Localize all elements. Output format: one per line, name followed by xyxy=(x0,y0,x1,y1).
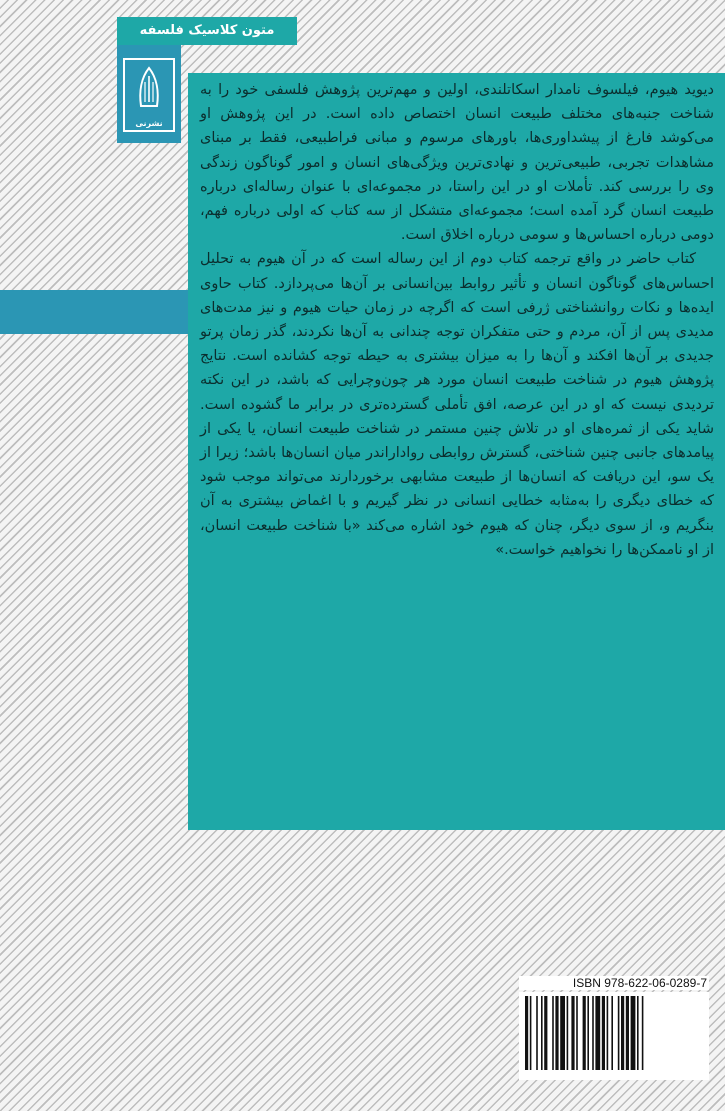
barcode-bar xyxy=(552,996,554,1070)
back-cover-blurb xyxy=(200,78,714,562)
barcode-bar xyxy=(607,996,609,1070)
publisher-logo xyxy=(123,58,175,132)
series-title: متون کلاسیک فلسفه xyxy=(117,17,297,45)
reed-icon xyxy=(134,66,164,114)
barcode-bar xyxy=(587,996,589,1070)
barcode-bar xyxy=(525,996,528,1070)
barcode-bar xyxy=(576,996,578,1070)
barcode-bar xyxy=(637,996,639,1070)
barcode-graphic xyxy=(519,992,709,1074)
barcode xyxy=(519,992,709,1080)
barcode-bar xyxy=(611,996,613,1070)
barcode-bar xyxy=(642,996,644,1070)
barcode-bar xyxy=(592,996,594,1070)
barcode-bar xyxy=(583,996,586,1070)
barcode-bar xyxy=(567,996,569,1070)
barcode-bar xyxy=(571,996,574,1070)
barcode-bar xyxy=(626,996,629,1070)
barcode-bar xyxy=(631,996,636,1070)
barcode-bar xyxy=(618,996,620,1070)
barcode-bar xyxy=(602,996,605,1070)
isbn-label: ISBN 978-622-06-0289-7 xyxy=(519,976,709,990)
barcode-bar xyxy=(560,996,565,1070)
blurb-paragraph-1: دیوید هیوم، فیلسوف نامدار اسکاتلندی، اولین و مهم‌ترین پژوهش فلسفی خود را به شناخت جنبه‌های مختلف طبیعت انسان اختصاص داده است. در این پژوهش او می‌کوشد فارغ از پیشداوری‌ها، باورهای مرسوم و مبانی فراطبیعی، فقط بر مبنای مشاهدات تجربی، طبیعی‌ترین و نهادی‌ترین ویژگی‌های انسان و امور گوناگون زندگی وی را بررسی کند. تأملات او در این راستا، در مجموعه‌ای با عنوان رساله‌ای درباره طبیعت انسان گرد آمده است؛ مجموعه‌ای متشکل از سه کتاب که اولی درباره فهم، دومی درباره احساس‌ها و سومی درباره اخلاق است. xyxy=(200,82,714,244)
barcode-bar xyxy=(544,996,547,1070)
barcode-bar xyxy=(536,996,538,1070)
barcode-bar xyxy=(595,996,600,1070)
barcode-bar xyxy=(555,996,558,1070)
barcode-bar xyxy=(541,996,543,1070)
blurb-paragraph-2: کتاب حاضر در واقع ترجمه کتاب دوم از این رساله است که در آن هیوم به تحلیل احساس‌های گوناگون انسان و تأثیر روابط بین‌انسانی بر آن‌ها می‌پردازد. کتاب حاوی ایده‌ها و نکات روانشناختی ژرفی است که اگرچه در زمان حیات هیوم و نیز مدت‌های مدیدی پس از آن، مردم و حتی متفکران توجه چندانی به آن‌ها نکردند، گذر زمان پرتو جدیدی بر آن‌ها افکند و آن‌ها را به میزان بیشتری به حیطه توجه کشانده است. نتایج پژوهش هیوم در شناخت طبیعت انسان مورد هر چون‌وچرایی که باشد، در این نکته تردیدی نیست که او در این عرصه، افق تأملی گسترده‌تری در برابر ما گشوده است. شاید یکی از ثمره‌های او در تلاش چنین مستمر در شناخت طبیعت انسان، یا یکی از پیامدهای جانبی چنین شناختی، گسترش روابطی رواداراندر میان انسان‌ها باشد؛ زیرا از یک سو، این دریافت که انسان‌ها از طبیعت مشابهی برخوردارند می‌تواند موجب شود که خطای دیگری را به‌مثابه خطایی انسانی در نظر گیریم و با اغماض بیشتری به آن بنگریم و، از سوی دیگر، چنان که هیوم خود اشاره می‌کند «با شناخت طبیعت انسان، از او ناممکن‌ها را نخواهیم خواست.» xyxy=(200,251,714,558)
publisher-logo-label: نشرنی xyxy=(135,119,163,128)
barcode-bar xyxy=(621,996,624,1070)
barcode-bar xyxy=(530,996,532,1070)
